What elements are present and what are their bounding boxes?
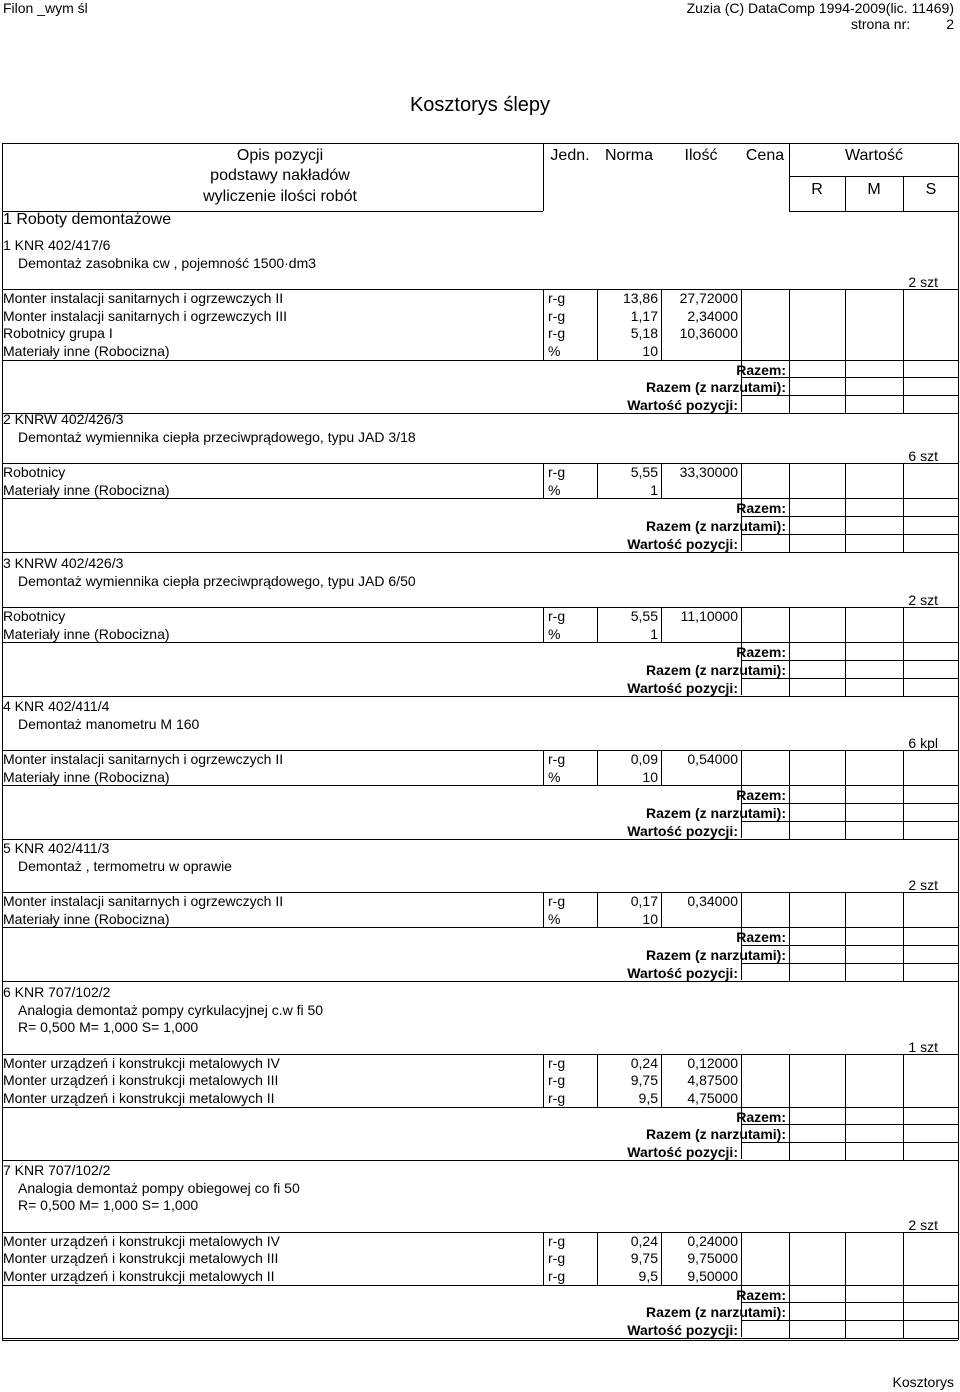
razem-label: Razem: — [736, 361, 786, 378]
razem-narzutami-label: Razem (z narzutami): — [645, 1126, 786, 1143]
block-divider — [2, 413, 958, 414]
col-line — [845, 892, 846, 981]
resource-norma: 1,17 — [630, 307, 658, 324]
col-line — [543, 607, 544, 642]
resource-ilosc: 4,75000 — [687, 1090, 738, 1106]
col-line — [741, 642, 742, 695]
position-quantity: 2 szt — [908, 592, 938, 609]
resource-unit: % — [548, 625, 561, 642]
footer-label: Kosztorys — [892, 1374, 954, 1390]
resource-unit: r-g — [548, 1090, 566, 1106]
resource-ilosc: 0,34000 — [687, 893, 738, 910]
resource-norma: 9,75 — [630, 1250, 658, 1267]
resource-unit: % — [548, 768, 561, 785]
resource-name: Monter urządzeń i konstrukcji metalowych III — [3, 1250, 279, 1267]
resource-ilosc: 0,12000 — [687, 1054, 738, 1071]
position-description: Analogia demontaż pompy obiegowej co fi 50 — [18, 1179, 300, 1196]
resource-unit: r-g — [548, 325, 566, 342]
row-divider — [2, 498, 958, 499]
block-divider — [2, 1338, 958, 1339]
row-divider — [741, 1302, 958, 1303]
col-line — [789, 463, 790, 552]
position-quantity: 6 kpl — [908, 735, 938, 752]
col-header-jedn: Jedn. — [550, 147, 590, 164]
row-divider — [741, 660, 958, 661]
col-line — [543, 1232, 544, 1285]
resource-unit: r-g — [548, 1250, 566, 1267]
resource-unit: r-g — [548, 608, 566, 625]
resource-unit: r-g — [548, 464, 566, 481]
position-quantity: 2 szt — [908, 274, 938, 291]
resource-unit: % — [548, 910, 561, 927]
rms-divider — [789, 211, 958, 212]
row-divider — [2, 927, 958, 928]
resource-norma: 10 — [642, 768, 658, 785]
col-sep-m — [845, 176, 846, 211]
col-line — [543, 289, 544, 359]
col-header-opis: Opis pozycji — [236, 147, 324, 164]
row-divider — [741, 1142, 958, 1143]
col-header-r: R — [811, 181, 823, 198]
block-divider — [2, 552, 958, 553]
position-code: 1 KNR 402/417/6 — [3, 237, 111, 253]
col-line — [543, 1054, 544, 1107]
resource-ilosc: 2,34000 — [687, 307, 738, 324]
razem-narzutami-label: Razem (z narzutami): — [645, 662, 786, 678]
table-top-border — [2, 143, 958, 144]
col-line — [597, 892, 598, 927]
col-line — [903, 892, 904, 981]
resource-unit: r-g — [548, 751, 566, 768]
resource-norma: 9,5 — [638, 1268, 658, 1284]
col-line — [741, 927, 742, 980]
row-divider — [741, 395, 958, 396]
wartosc-pozycji-label: Wartość pozycji: — [627, 396, 738, 413]
block-divider — [2, 1160, 958, 1161]
position-quantity: 2 szt — [908, 1216, 938, 1233]
razem-narzutami-label: Razem (z narzutami): — [645, 379, 786, 396]
page-label: strona nr: — [851, 16, 911, 32]
position-quantity: 6 szt — [908, 448, 938, 465]
col-line — [661, 1232, 662, 1285]
col-header-ilosc: Ilość — [684, 147, 718, 164]
resource-norma: 9,5 — [638, 1090, 658, 1106]
col-line — [741, 1107, 742, 1160]
col-header-wyliczenie: wyliczenie ilości robót — [203, 188, 357, 205]
razem-label: Razem: — [736, 929, 786, 946]
col-line — [903, 750, 904, 839]
position-description: Demontaż manometru M 160 — [18, 715, 200, 732]
block-divider — [2, 696, 958, 697]
col-line — [597, 750, 598, 785]
wartosc-divider — [789, 176, 958, 177]
col-line — [543, 892, 544, 927]
resource-norma: 0,17 — [630, 893, 658, 910]
resource-ilosc: 9,75000 — [687, 1250, 738, 1267]
row-divider — [2, 1285, 958, 1286]
position-code: 5 KNR 402/411/3 — [3, 840, 110, 856]
row-divider — [741, 1320, 958, 1321]
resource-norma: 1 — [650, 481, 658, 498]
col-line — [597, 289, 598, 359]
col-line — [661, 607, 662, 642]
col-line — [903, 463, 904, 552]
resource-unit: r-g — [548, 290, 566, 307]
col-line — [597, 463, 598, 498]
wartosc-pozycji-label: Wartość pozycji: — [627, 1143, 738, 1160]
resource-name: Monter instalacji sanitarnych i ogrzewczych II — [3, 893, 284, 910]
resource-unit: r-g — [548, 1054, 566, 1071]
resource-name: Monter urządzeń i konstrukcji metalowych III — [3, 1072, 279, 1089]
header-divider — [2, 211, 543, 212]
resource-name: Monter urządzeń i konstrukcji metalowych II — [3, 1090, 275, 1106]
resource-norma: 9,75 — [630, 1072, 658, 1089]
program-info: Zuzia (C) DataComp 1994-2009(lic. 11469) — [686, 0, 954, 16]
position-code: 4 KNR 402/411/4 — [3, 698, 110, 714]
col-line — [741, 498, 742, 551]
page-number: 2 — [946, 16, 954, 32]
position-description: Demontaż wymiennika ciepła przeciwprądowego, typu JAD 3/18 — [18, 428, 416, 445]
resource-name: Monter instalacji sanitarnych i ogrzewczych II — [3, 751, 284, 768]
col-line — [741, 892, 742, 927]
row-divider — [741, 803, 958, 804]
resource-ilosc: 11,10000 — [680, 608, 738, 625]
resource-name: Monter urządzeń i konstrukcji metalowych IV — [3, 1232, 280, 1249]
row-divider — [2, 642, 958, 643]
resource-name: Monter instalacji sanitarnych i ogrzewczych II — [3, 290, 284, 307]
col-header-cena: Cena — [745, 147, 785, 164]
col-sep-wartosc — [789, 143, 790, 211]
col-line — [597, 1054, 598, 1107]
col-sep-jedn — [543, 143, 544, 211]
resource-ilosc: 0,24000 — [687, 1232, 738, 1249]
resource-name: Materiały inne (Robocizna) — [3, 481, 170, 498]
resource-name: Materiały inne (Robocizna) — [3, 910, 170, 927]
col-header-s: S — [925, 181, 937, 198]
resource-norma: 5,55 — [630, 464, 658, 481]
razem-label: Razem: — [736, 1108, 786, 1125]
resource-name: Materiały inne (Robocizna) — [3, 768, 170, 785]
col-line — [845, 463, 846, 552]
col-line — [661, 463, 662, 498]
position-code: 3 KNRW 402/426/3 — [3, 555, 124, 571]
col-line — [661, 289, 662, 359]
col-line — [741, 289, 742, 359]
col-header-wartosc: Wartość — [844, 147, 904, 164]
resource-name: Robotnicy — [3, 608, 66, 625]
col-header-m: M — [867, 181, 881, 198]
razem-label: Razem: — [736, 500, 786, 517]
resource-norma: 10 — [642, 910, 658, 927]
col-header-podstawy: podstawy nakładów — [210, 167, 350, 184]
row-divider — [741, 1124, 958, 1125]
wartosc-pozycji-label: Wartość pozycji: — [627, 822, 738, 839]
col-line — [789, 750, 790, 839]
resource-unit: % — [548, 343, 561, 359]
resource-name: Robotnicy grupa I — [3, 325, 113, 342]
col-line — [903, 607, 904, 696]
razem-label: Razem: — [736, 787, 786, 804]
resource-name: Materiały inne (Robocizna) — [3, 343, 170, 359]
wartosc-pozycji-label: Wartość pozycji: — [627, 535, 738, 552]
resource-ilosc: 27,72000 — [679, 290, 738, 307]
position-description: Demontaż wymiennika ciepła przeciwprądowego, typu JAD 6/50 — [18, 572, 416, 589]
row-divider — [741, 534, 958, 535]
row-divider — [741, 377, 958, 378]
row-divider — [2, 607, 958, 608]
col-header-norma: Norma — [604, 147, 653, 164]
col-line — [597, 607, 598, 642]
col-line — [789, 892, 790, 981]
resource-norma: 5,55 — [630, 608, 658, 625]
col-line — [741, 1054, 742, 1107]
col-line — [661, 750, 662, 785]
position-code: 2 KNRW 402/426/3 — [3, 411, 124, 427]
resource-name: Materiały inne (Robocizna) — [3, 625, 170, 642]
row-divider — [2, 360, 958, 361]
position-description: Demontaż zasobnika cw , pojemność 1500·dm3 — [18, 254, 317, 271]
row-divider — [2, 1107, 958, 1108]
position-description: R= 0,500 M= 1,000 S= 1,000 — [18, 1197, 199, 1214]
razem-narzutami-label: Razem (z narzutami): — [645, 805, 786, 821]
row-divider — [2, 463, 958, 464]
resource-name: Monter urządzeń i konstrukcji metalowych II — [3, 1268, 275, 1284]
position-quantity: 2 szt — [908, 877, 938, 894]
table-right-border — [958, 143, 959, 1340]
resource-norma: 0,24 — [630, 1232, 658, 1249]
razem-narzutami-label: Razem (z narzutami): — [645, 518, 786, 534]
resource-ilosc: 10,36000 — [679, 325, 738, 342]
resource-unit: r-g — [548, 1232, 566, 1249]
row-divider — [741, 516, 958, 517]
table-bottom-border — [2, 1340, 958, 1341]
position-quantity: 1 szt — [908, 1038, 938, 1055]
col-line — [845, 607, 846, 696]
resource-ilosc: 33,30000 — [679, 464, 738, 481]
row-divider — [741, 821, 958, 822]
wartosc-pozycji-label: Wartość pozycji: — [627, 679, 738, 696]
position-code: 7 KNR 707/102/2 — [3, 1162, 111, 1178]
col-line — [789, 607, 790, 696]
resource-norma: 1 — [650, 625, 658, 642]
resource-ilosc: 0,54000 — [687, 751, 738, 768]
block-divider — [2, 981, 958, 982]
col-line — [543, 463, 544, 498]
col-line — [741, 463, 742, 498]
resource-ilosc: 4,87500 — [687, 1072, 738, 1089]
resource-norma: 0,24 — [630, 1054, 658, 1071]
razem-narzutami-label: Razem (z narzutami): — [645, 1304, 786, 1321]
col-line — [741, 785, 742, 838]
resource-ilosc: 9,50000 — [687, 1268, 738, 1284]
section-title: 1 Roboty demontażowe — [3, 211, 172, 228]
block-divider — [2, 839, 958, 840]
col-line — [845, 750, 846, 839]
position-description: Demontaż , termometru w oprawie — [18, 857, 232, 874]
razem-narzutami-label: Razem (z narzutami): — [645, 947, 786, 963]
resource-unit: % — [548, 481, 561, 498]
col-line — [741, 750, 742, 785]
resource-unit: r-g — [548, 1072, 566, 1089]
resource-norma: 5,18 — [630, 325, 658, 342]
row-divider — [741, 945, 958, 946]
col-line — [741, 1285, 742, 1338]
file-name: Filon _wym śl — [3, 0, 88, 16]
col-line — [661, 1054, 662, 1107]
row-divider — [741, 678, 958, 679]
razem-label: Razem: — [736, 644, 786, 661]
page-title: Kosztorys ślepy — [409, 94, 551, 116]
position-description: R= 0,500 M= 1,000 S= 1,000 — [18, 1019, 199, 1036]
col-sep-s — [903, 176, 904, 211]
position-code: 6 KNR 707/102/2 — [3, 984, 111, 1000]
resource-unit: r-g — [548, 893, 566, 910]
col-line — [741, 607, 742, 642]
row-divider — [741, 963, 958, 964]
razem-label: Razem: — [736, 1286, 786, 1303]
col-line — [741, 360, 742, 413]
col-line — [597, 1232, 598, 1285]
resource-unit: r-g — [548, 1268, 566, 1284]
resource-unit: r-g — [548, 307, 566, 324]
resource-name: Monter urządzeń i konstrukcji metalowych IV — [3, 1054, 280, 1071]
col-line — [661, 892, 662, 927]
resource-norma: 13,86 — [622, 290, 658, 307]
row-divider — [2, 785, 958, 786]
resource-name: Monter instalacji sanitarnych i ogrzewczych III — [3, 307, 287, 324]
col-line — [543, 750, 544, 785]
position-description: Analogia demontaż pompy cyrkulacyjnej c.w fi 50 — [18, 1001, 324, 1018]
resource-name: Robotnicy — [3, 464, 66, 481]
wartosc-pozycji-label: Wartość pozycji: — [627, 964, 738, 981]
wartosc-pozycji-label: Wartość pozycji: — [627, 1321, 738, 1338]
resource-norma: 0,09 — [630, 751, 658, 768]
col-line — [741, 1232, 742, 1285]
resource-norma: 10 — [642, 343, 658, 359]
